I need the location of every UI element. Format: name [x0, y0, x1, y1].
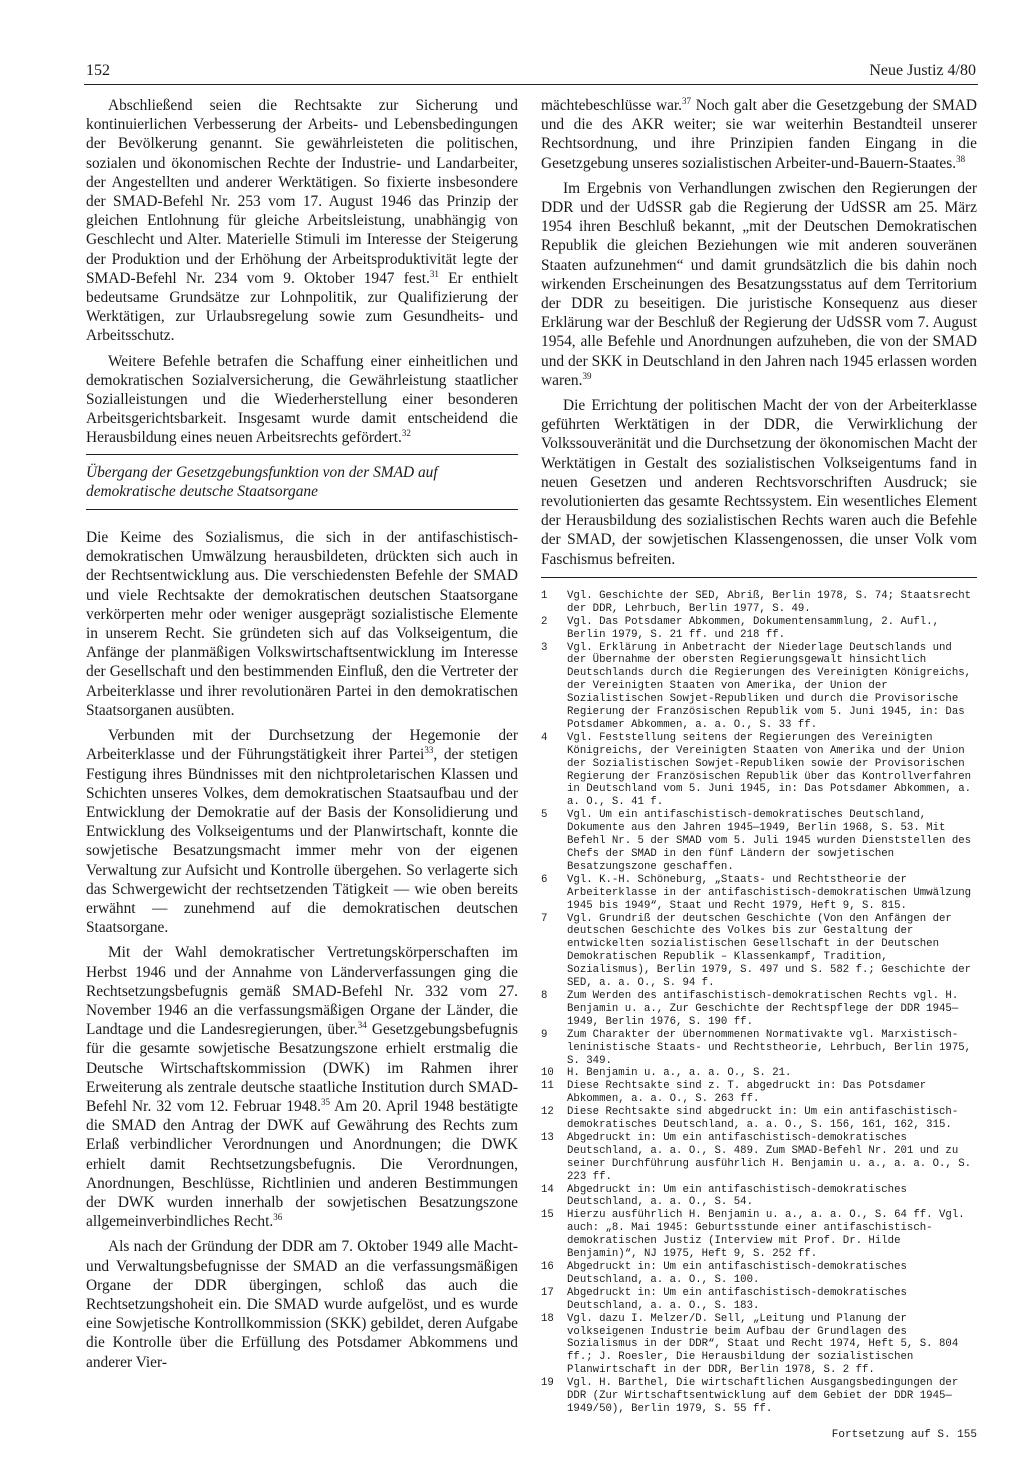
- footnote-marker[interactable]: 34: [357, 1020, 367, 1031]
- footnotes: [541, 590, 977, 1416]
- footnote-number: 10: [541, 1067, 554, 1080]
- footnote-text: Abgedruckt in: Um ein antifaschistisch-demokratisches Deutschland, a. a. O., S. 183.: [567, 1286, 907, 1312]
- footnote-text: Hierzu ausführlich H. Benjamin u. a., a. a. O., S. 64 ff. Vgl. auch: „8. Mai 1945: Geburtsstunde einer antifaschistisch-demokratischen Justiz (Interview mit Prof. Dr. Hilde Benjamin)“, NJ 1975, Heft 9, S. 252 ff.: [567, 1209, 965, 1261]
- footnote-number: 8: [541, 989, 548, 1002]
- footnote-marker[interactable]: 33: [424, 745, 434, 756]
- paragraph: [86, 1237, 518, 1371]
- section-heading-box: [86, 454, 518, 510]
- footnote-number: 19: [541, 1377, 554, 1390]
- footnote-text: Vgl. dazu I. Melzer/D. Sell, „Leitung und Planung der volkseigenen Industrie beim Aufbau der Grundlagen des Sozialismus in der DDR“, Staat und Recht 1974, Heft 5, S. 804 ff.; J. Roesler, Die Herausbildung der sozialistischen Planwirtschaft in der DDR, Berlin 1978, S. 2 ff.: [567, 1312, 959, 1377]
- paragraph-text: Noch galt aber die Gesetzgebung der SMAD und die des AKR weiter; sie war weiterhin Bestandteil unserer Rechtsordnung, und ihre Prinzipien fanden Eingang in die Gesetzgebung unseres sozialistischen Arbeiter-und-Bauern-Staates.: [541, 97, 977, 172]
- footnote-rule: [541, 577, 977, 578]
- footnote-number: 4: [541, 731, 548, 744]
- footnote-text: Zum Werden des antifaschistisch-demokratischen Rechts vgl. H. Benjamin u. a., Zur Geschichte der Rechtspflege der DDR 1945—1949, Berlin 1976, S. 190 ff.: [567, 989, 959, 1028]
- footnote-text: Vgl. Grundriß der deutschen Geschichte (Von den Anfängen der deutschen Geschichte des Volkes bis zur Gestaltung der entwickelten sozialistischen Gesellschaft in der Deutschen Demokratischen Republik – Klassenkampf, Tradition, Sozialismus), Berlin 1979, S. 497 und S. 582 f.; Geschichte der SED, a. a. O., S. 94 f.: [567, 912, 972, 990]
- paragraph-text: , der stetigen Festigung ihres Bündnisses mit den nichtproletarischen Klassen und Schichten unseres Volkes, dem demokratischen Staatsaufbau und der Entwicklung der Demokratie auf der Basis der Konsolidierung und Entwicklung des Volkseigentums und der Planwirtschaft, konnte die sowjetische Besatzungsmacht immer mehr von der eigenen Verwaltung zur Aufsicht und Kontrolle übergehen. So verlagerte sich das Schwergewicht der rechtsetzenden Tätigkeit — wie oben bereits erwähnt — zunehmend auf die demokratischen deutschen Staatsorgane.: [86, 746, 518, 937]
- footnote-text: Abgedruckt in: Um ein antifaschistisch-demokratisches Deutschland, a. a. O., S. 54.: [567, 1183, 907, 1209]
- footnote-item: [541, 809, 977, 874]
- paragraph-text: Die Errichtung der politischen Macht der von der Arbeiterklasse geführten Werktätigen in der DDR, die Verwirklichung der Volkssouveränität und die Durchsetzung der ökonomischen Macht der Werktätigen in Gestalt des sozialistischen Volkseigentums fand in neuen Gesetzen und anderen Rechtsvorschriften Ausdruck; sie revolutionierten das gesamte Rechtssystem. Ein wesentliches Element der Herausbildung des sozialistischen Rechts waren auch die Befehle der SMAD, der sowjetischen Klassengenossen, die unser Volk vom Faschismus befreiten.: [541, 397, 977, 568]
- footnote-item: [541, 732, 977, 809]
- footnote-number: 2: [541, 615, 548, 628]
- paragraph-text: Am 20. April 1948 bestätigte die SMAD den Antrag der DWK auf Gewährung des Rechts zum Erlaß verbindlicher Verordnungen und Anordnungen; die DWK erhielt damit Rechtsetzungsbefugnis. Die Verordnungen, Anordnungen, Beschlüsse, Richtlinien und anderen Bestimmungen der DWK wurden innerhalb der sowjetischen Besatzungszone allgemeinverbindliches Recht.: [86, 1097, 518, 1231]
- footnote-text: H. Benjamin u. a., a. a. O., S. 21.: [567, 1067, 792, 1080]
- footnote-text: Zum Charakter der übernommenen Normativakte vgl. Marxistisch-leninistische Staats- und Rechtstheorie, Lehrbuch, Berlin 1975, S. 349.: [567, 1028, 972, 1067]
- footnote-item: [541, 1067, 977, 1080]
- section-title: Übergang der Gesetzgebungsfunktion von der SMAD auf demokratische deutsche Staatsorgane: [86, 463, 438, 500]
- footnote-marker[interactable]: 32: [401, 428, 411, 439]
- footnote-number: 1: [541, 589, 548, 602]
- footnote-text: Vgl. Erklärung in Anbetracht der Niederlage Deutschlands und der Übernahme der obersten Regierungsgewalt hinsichtlich Deutschlands durch die Regierungen des Vereinigten Königreichs, der Vereinigten Staaten von Amerika, der Union der Sozialistischen Sowjet-Republiken und durch die Provisorische Regierung der Französischen Republik vom 5. Juni 1945, in: Das Potsdamer Abkommen, a. a. O., S. 33 ff.: [567, 641, 972, 731]
- paragraph: [86, 726, 518, 937]
- footnote-item: [541, 1080, 977, 1106]
- footnote-text: Abgedruckt in: Um ein antifaschistisch-demokratisches Deutschland, a. a. O., S. 489. Zum SMAD-Befehl Nr. 201 und zu seiner Durchführung ausführlich H. Benjamin u. a., a. a. O., S. 223 ff.: [567, 1131, 972, 1183]
- paragraph-text: Er enthielt bedeutsame Grundsätze zur Lohnpolitik, zur Qualifizierung der Werktätigen, zur Urlaubsregelung sowie zum Gesundheits- und Arbeitsschutz.: [86, 269, 518, 345]
- footnote-item: [541, 874, 977, 913]
- footnote-item: [541, 1184, 977, 1210]
- left-column: [86, 96, 518, 1378]
- paragraph: [541, 396, 977, 569]
- footnote-text: Vgl. K.-H. Schöneburg, „Staats- und Rechtstheorie der Arbeiterklasse in der antifaschistisch-demokratischen Umwälzung 1945 bis 1949“, Staat und Recht 1979, Heft 9, S. 815.: [567, 873, 972, 912]
- paragraph: [541, 179, 977, 390]
- paragraph-text: Als nach der Gründung der DDR am 7. Oktober 1949 alle Macht- und Verwaltungsbefugnisse der SMAD an die verfassungsmäßigen Organe der DDR übergingen, schloß das auch die Rechtsetzungshoheit ein. Die SMAD wurde aufgelöst, und es wurde eine Sowjetische Kontrollkommission (SKK) gebildet, deren Aufgabe die Kontrolle über die Erfüllung des Potsdamer Abkommens und anderer Vier-: [86, 1238, 518, 1371]
- footnote-number: 3: [541, 641, 548, 654]
- paragraph-text: Die Keime des Sozialismus, die sich in der antifaschistisch-demokratischen Umwälzung herausbildeten, drückten sich auch in der Rechtsentwicklung aus. Die verschiedensten Befehle der SMAD und viele Rechtsakte der demokratischen deutschen Staatsorgane verkörperten mehr oder weniger ausgeprägt sozialistische Elemente in unserem Recht. Sie gründeten sich auf das Volkseigentum, die Anfänge der planmäßigen Volkswirtschaftsentwicklung im Interesse der Gesellschaft und den bestimmenden Einfluß, den die Vertreter der Arbeiterklasse und ihrer revolutionären Partei in den demokratischen Staatsorganen ausübten.: [86, 529, 518, 719]
- footnote-item: [541, 590, 977, 616]
- footnote-marker[interactable]: 31: [429, 268, 439, 279]
- footnote-marker[interactable]: 36: [273, 1212, 283, 1223]
- paragraph-text: Gesetzgebungsbefugnis für die gesamte sowjetische Besatzungszone erhielt erstmalig die Deutsche Wirtschaftskommission (DWK) im Rahmen ihrer Erweiterung als zentrale deutsche staatliche Institution durch SMAD-Befehl Nr. 32 vom 12. Februar 1948.: [86, 1021, 518, 1115]
- footnote-item: [541, 1106, 977, 1132]
- footnote-item: [541, 1313, 977, 1378]
- footnote-item: [541, 913, 977, 990]
- footnote-number: 5: [541, 809, 548, 822]
- paragraph-text: Abschließend seien die Rechtsakte zur Sicherung und kontinuierlichen Verbesserung der Arbeits- und Lebensbedingungen der Bevölkerung genannt. Sie gewährleisteten die politischen, sozialen und ökonomischen Rechte der Industrie- und Landarbeiter, der Angestellten und anderer Werktätigen. So fixierte insbesondere der SMAD-Befehl Nr. 253 vom 17. August 1946 das Prinzip der gleichen Entlohnung für gleiche Arbeitsleistung, unabhängig von Geschlecht und Alter. Materielle Stimuli im Interesse der Steigerung der Produktion und der Erhöhung der Arbeitsproduktivität legte der SMAD-Befehl Nr. 234 vom 9. Oktober 1947 fest.: [86, 97, 518, 287]
- footnote-item: [541, 1029, 977, 1068]
- footnote-number: 17: [541, 1286, 554, 1299]
- footnote-text: Diese Rechtsakte sind abgedruckt in: Um ein antifaschistisch-demokratisches Deutschland, a. a. O., S. 156, 161, 162, 315.: [567, 1106, 959, 1132]
- paragraph-text: Mit der Wahl demokratischer Vertretungskörperschaften im Herbst 1946 und der Annahme von Länderverfassungen ging die Rechtsetzungsbefugnis gemäß SMAD-Befehl Nr. 332 vom 27. November 1946 an die verfassungsmäßigen Organe der Länder, die Landtage und die Landesregierungen, über.: [86, 944, 518, 1039]
- paragraph: [86, 96, 518, 346]
- footnote-marker[interactable]: 39: [582, 370, 592, 381]
- footnote-text: Vgl. Feststellung seitens der Regierungen des Vereinigten Königreichs, der Vereinigten Staaten von Amerika und der Union der Sozialistischen Sowjet-Republiken sowie der Provisorischen Regierung der Französischen Republik über das Kontrollverfahren in Deutschland vom 5. Juni 1945, in: Das Potsdamer Abkommen, a. a. O., S. 41 f.: [567, 731, 972, 809]
- left-paragraphs-after: [86, 528, 518, 1372]
- footnote-item: [541, 1209, 977, 1261]
- paragraph: [86, 352, 518, 448]
- footnote-number: 15: [541, 1209, 554, 1222]
- footnote-text: Vgl. Geschichte der SED, Abriß, Berlin 1978, S. 74; Staatsrecht der DDR, Lehrbuch, Berlin 1977, S. 49.: [567, 589, 972, 615]
- footnote-item: [541, 1132, 977, 1184]
- footnote-number: 9: [541, 1028, 548, 1041]
- header-rule: [84, 84, 978, 85]
- footnote-number: 11: [541, 1080, 554, 1093]
- paragraph: [86, 943, 518, 1231]
- paragraph-text: Im Ergebnis von Verhandlungen zwischen den Regierungen der DDR und der UdSSR gab die Regierung der UdSSR am 25. März 1954 ihren Beschluß bekannt, „mit der Deutschen Demokratischen Republik die gleichen Beziehungen wie mit anderen souveränen Staaten aufzunehmen“ und damit grundsätzlich die bis dahin noch wirkenden Erscheinungen des Besatzungsstatus auf dem Territorium der DDR zu beseitigen. Die juristische Konsequenz aus dieser Erklärung war der Beschluß der Regierung der UdSSR vom 7. August 1954, alle Befehle und Anordnungen aufzuheben, die von der SMAD und der SKK in Deutschland in den Jahren nach 1945 erlassen worden waren.: [541, 179, 977, 389]
- footnote-text: Vgl. Um ein antifaschistisch-demokratisches Deutschland, Dokumente aus den Jahren 1945—1949, Berlin 1968, S. 53. Mit Befehl Nr. 5 der SMAD vom 5. Juli 1945 wurden Dienststellen des Chefs der SMAD in den fünf Ländern der sowjetischen Besatzungszone geschaffen.: [567, 809, 972, 873]
- footnote-item: [541, 642, 977, 732]
- footnote-item: [541, 1261, 977, 1287]
- right-column: [541, 96, 977, 1445]
- footnote-number: 7: [541, 912, 548, 925]
- footnote-number: 16: [541, 1261, 554, 1273]
- page-number: 152: [86, 62, 110, 79]
- right-paragraphs: [541, 96, 977, 569]
- footnote-item: [541, 1377, 977, 1416]
- paragraph-text: Verbunden mit der Durchsetzung der Hegemonie der Arbeiterklasse und der Führungstätigkeit ihrer Partei: [86, 727, 518, 764]
- footnote-marker[interactable]: 35: [320, 1096, 330, 1107]
- footnote-item: [541, 1287, 977, 1313]
- footnote-marker[interactable]: 37: [682, 95, 692, 106]
- paragraph: [86, 528, 518, 720]
- journal-title: Neue Justiz 4/80: [869, 62, 976, 79]
- footnote-text: Vgl. H. Barthel, Die wirtschaftlichen Ausgangsbedingungen der DDR (Zur Wirtschaftsentwicklung auf dem Gebiet der DDR 1945—1949/50), Berlin 1979, S. 55 ff.: [567, 1377, 959, 1415]
- footnote-number: 13: [541, 1131, 554, 1144]
- footnote-text: Diese Rechtsakte sind z. T. abgedruckt in: Das Potsdamer Abkommen, a. a. O., S. 263 ff.: [567, 1080, 927, 1106]
- paragraph: [541, 96, 977, 173]
- continuation-note: Fortsetzung auf S. 155: [831, 1428, 977, 1441]
- paragraph-text: mächtebeschlüsse war.: [541, 97, 683, 114]
- footnote-number: 14: [541, 1183, 554, 1196]
- footnote-text: Abgedruckt in: Um ein antifaschistisch-demokratisches Deutschland, a. a. O., S. 100.: [567, 1261, 907, 1286]
- footnote-item: [541, 616, 977, 642]
- footnote-number: 18: [541, 1312, 554, 1325]
- footnote-number: 6: [541, 873, 548, 886]
- paragraph-text: Weitere Befehle betrafen die Schaffung einer einheitlichen und demokratischen Sozialversicherung, die Gewährleistung staatlicher Sozialleistungen und die Wiederherstellung einer besonderen Arbeitsgerichtsbarkeit. Insgesamt wurde damit entscheidend die Herausbildung eines neuen Arbeitsrechts gefördert.: [86, 352, 518, 447]
- footnote-number: 12: [541, 1106, 554, 1119]
- left-paragraphs-before: [86, 96, 518, 448]
- footnote-marker[interactable]: 38: [956, 153, 966, 164]
- footnote-item: [541, 990, 977, 1029]
- footnote-text: Vgl. Das Potsdamer Abkommen, Dokumentensammlung, 2. Aufl., Berlin 1979, S. 21 ff. und 218 ff.: [567, 615, 939, 641]
